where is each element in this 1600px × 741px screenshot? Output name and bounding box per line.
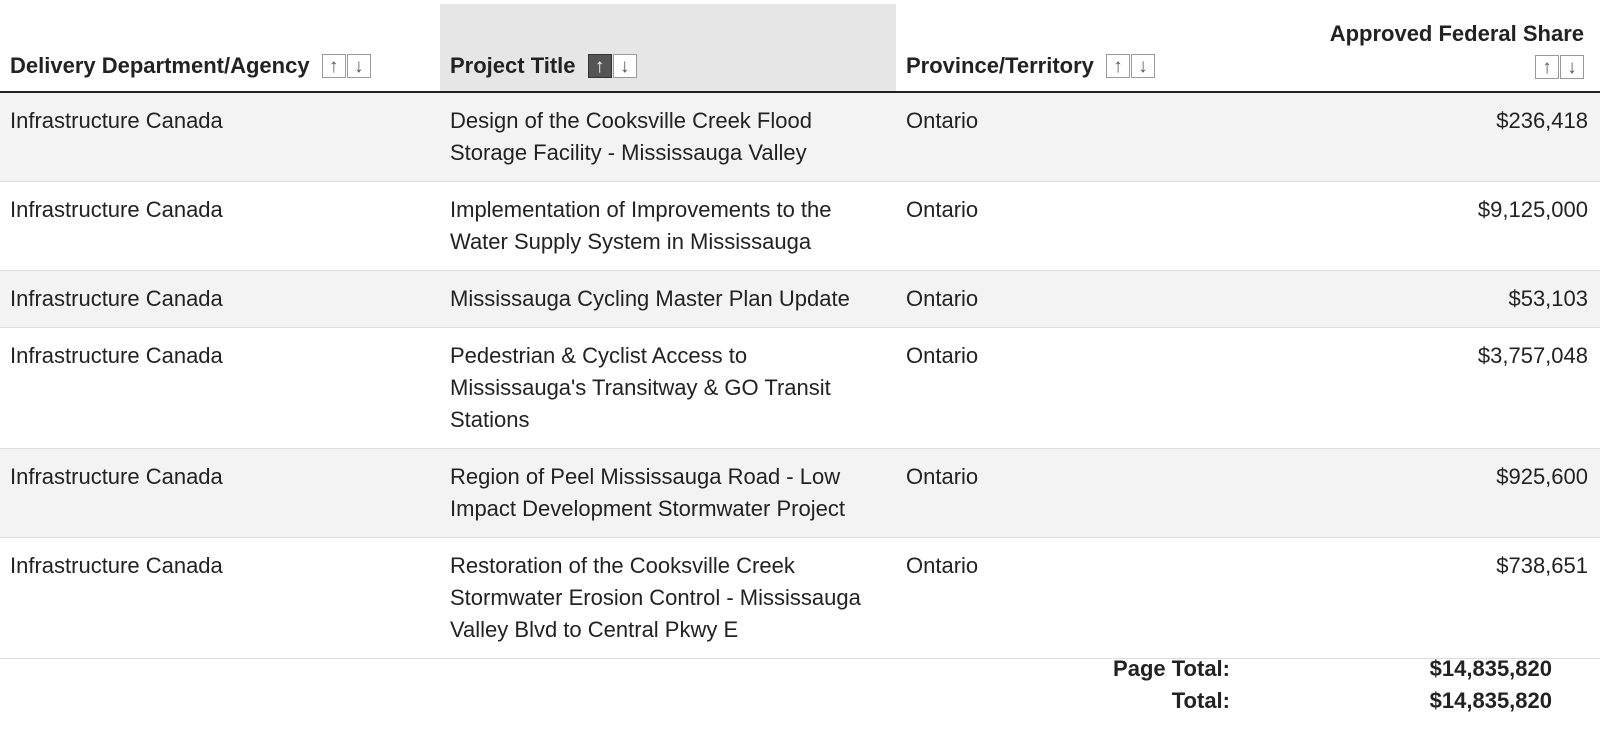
arrow-up-icon: ↑: [1542, 57, 1552, 78]
arrow-down-icon: ↓: [1138, 56, 1148, 77]
federal-share-cell: $3,757,048: [1316, 328, 1600, 449]
province-cell: Ontario: [896, 328, 1316, 449]
arrow-down-icon: ↓: [619, 56, 630, 77]
sort-ascending-department-button[interactable]: [322, 54, 346, 78]
department-cell: Infrastructure Canada: [0, 449, 440, 538]
arrow-down-icon: ↓: [1567, 57, 1577, 78]
sort-ascending-federal-share-button[interactable]: [1535, 55, 1559, 79]
department-cell: Infrastructure Canada: [0, 328, 440, 449]
sort-ascending-project-title-button[interactable]: [588, 54, 612, 78]
sort-controls-federal-share: [1332, 55, 1584, 79]
totals-section: [0, 656, 1600, 720]
grand-total-value: $14,835,820: [1429, 688, 1552, 713]
arrow-up-icon: ↑: [1113, 56, 1123, 77]
page-total-value: $14,835,820: [1429, 656, 1552, 681]
province-cell: Ontario: [896, 182, 1316, 271]
project-title-cell: Design of the Cooksville Creek Flood Storage Facility - Mississauga Valley: [440, 92, 896, 182]
table-row: [0, 271, 1600, 328]
sort-descending-federal-share-button[interactable]: [1560, 55, 1584, 79]
province-cell: Ontario: [896, 449, 1316, 538]
table-body: [0, 92, 1600, 659]
province-cell: Ontario: [896, 271, 1316, 328]
column-header-project-title: [440, 4, 896, 92]
arrow-up-icon: ↑: [328, 56, 339, 77]
column-label-federal-share: Approved Federal Share: [1329, 21, 1584, 46]
project-title-cell: Restoration of the Cooksville Creek Stormwater Erosion Control - Mississauga Valley Blvd to Central Pkwy E: [440, 538, 896, 659]
column-label-project-title: Project Title: [450, 53, 576, 78]
project-title-cell: Implementation of Improvements to the Water Supply System in Mississauga: [440, 182, 896, 271]
province-cell: Ontario: [896, 538, 1316, 659]
sort-controls-province: [1106, 54, 1155, 78]
column-header-province: [896, 4, 1316, 92]
project-title-cell: Mississauga Cycling Master Plan Update: [440, 271, 896, 328]
project-title-cell: Pedestrian & Cyclist Access to Mississauga's Transitway & GO Transit Stations: [440, 328, 896, 449]
grand-total-row: [0, 688, 1600, 720]
table-row: [0, 538, 1600, 659]
column-label-department: Delivery Department/Agency: [10, 53, 310, 78]
project-title-cell: Region of Peel Mississauga Road - Low Impact Development Stormwater Project: [440, 449, 896, 538]
federal-share-cell: $9,125,000: [1316, 182, 1600, 271]
sort-ascending-province-button[interactable]: [1106, 54, 1130, 78]
table-header: [0, 4, 1600, 92]
federal-share-cell: $738,651: [1316, 538, 1600, 659]
sort-controls-project-title: [588, 54, 637, 78]
federal-share-cell: $925,600: [1316, 449, 1600, 538]
department-cell: Infrastructure Canada: [0, 182, 440, 271]
department-cell: Infrastructure Canada: [0, 538, 440, 659]
column-header-department: [0, 4, 440, 92]
table-row: [0, 92, 1600, 182]
province-cell: Ontario: [896, 92, 1316, 182]
sort-descending-project-title-button[interactable]: [613, 54, 637, 78]
sort-descending-department-button[interactable]: [347, 54, 371, 78]
page-total-label: Page Total:: [1113, 656, 1230, 681]
table-row: [0, 449, 1600, 538]
sort-controls-department: [322, 54, 371, 78]
arrow-up-icon: ↑: [594, 56, 605, 77]
header-row: [0, 4, 1600, 92]
sort-descending-province-button[interactable]: [1131, 54, 1155, 78]
grand-total-label: Total:: [1171, 688, 1230, 713]
federal-share-cell: $53,103: [1316, 271, 1600, 328]
department-cell: Infrastructure Canada: [0, 92, 440, 182]
arrow-down-icon: ↓: [353, 56, 364, 77]
department-cell: Infrastructure Canada: [0, 271, 440, 328]
federal-share-cell: $236,418: [1316, 92, 1600, 182]
table-row: [0, 182, 1600, 271]
column-label-province: Province/Territory: [906, 53, 1094, 78]
page-total-row: [0, 656, 1600, 688]
table-row: [0, 328, 1600, 449]
projects-table: [0, 4, 1600, 659]
column-header-federal-share: [1316, 4, 1600, 92]
